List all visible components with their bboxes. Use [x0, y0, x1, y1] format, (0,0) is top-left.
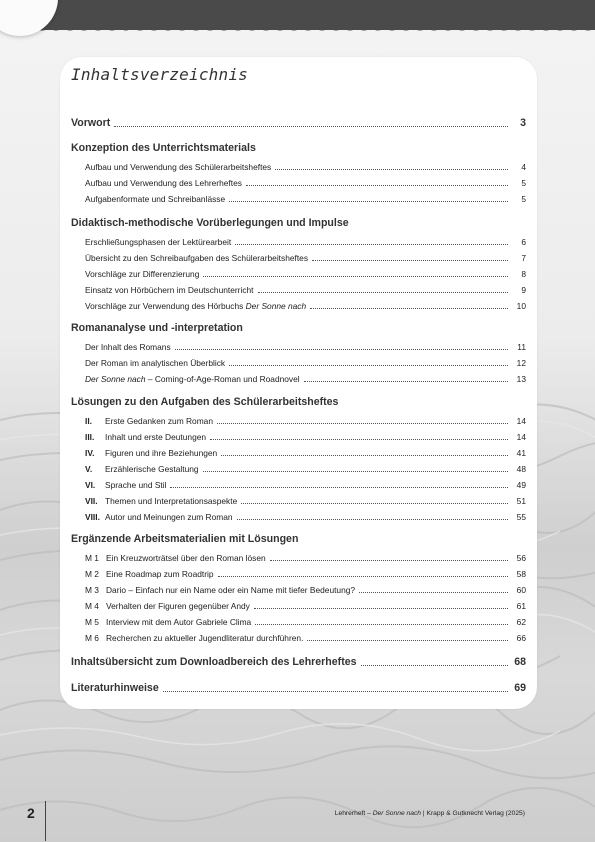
section-heading-konzeption: Konzeption des Unterrichtsmaterials: [71, 142, 256, 154]
entry-page: 4: [521, 162, 526, 172]
leader-dots: [361, 665, 508, 666]
entry-label-text: Verhalten der Figuren gegenüber Andy: [106, 601, 250, 611]
entry-page: 66: [516, 633, 526, 643]
entry-page: 13: [516, 374, 526, 384]
toc-entry[interactable]: [85, 298, 526, 311]
entry-page: 58: [516, 569, 526, 579]
toc-entry-vorwort[interactable]: [71, 116, 526, 129]
entry-label-text: Interview mit dem Autor Gabriele Clima: [106, 617, 252, 627]
leader-dots: [270, 560, 508, 561]
leader-dots: [246, 185, 508, 186]
entry-page: 8: [521, 269, 526, 279]
toc-entry[interactable]: [85, 509, 526, 522]
entry-page: 69: [514, 682, 526, 694]
entry-page: 49: [516, 480, 526, 490]
toc-entry[interactable]: [85, 461, 526, 474]
entry-page: 12: [516, 358, 526, 368]
entry-label-text: Themen und Interpretationsaspekte: [105, 496, 238, 506]
toc-entry[interactable]: [85, 429, 526, 442]
toc-entry[interactable]: [85, 582, 526, 595]
toc-entry[interactable]: [85, 566, 526, 579]
entry-label-text: Dario – Einfach nur ein Name oder ein Name mit tiefer Bedeutung?: [106, 585, 356, 595]
entry-label: Der Roman im analytischen Überblick: [85, 358, 226, 368]
chapter-number: VI.: [85, 480, 96, 490]
toc-entry[interactable]: [85, 371, 526, 384]
material-number: M 4: [85, 601, 99, 611]
toc-entry[interactable]: [85, 266, 526, 279]
material-number: M 3: [85, 585, 99, 595]
chapter-number: IV.: [85, 448, 95, 458]
toc-entry-download[interactable]: [71, 655, 526, 668]
leader-dots: [241, 503, 508, 504]
entry-label: Der Inhalt des Romans: [85, 342, 171, 352]
entry-page: 60: [516, 585, 526, 595]
leader-dots: [312, 260, 508, 261]
toc-entry[interactable]: [85, 477, 526, 490]
entry-page: 6: [521, 237, 526, 247]
entry-label-text: Recherchen zu aktueller Jugendliteratur durchführen.: [106, 633, 304, 643]
toc-entry[interactable]: [85, 159, 526, 172]
entry-page: 7: [521, 253, 526, 263]
entry-page: 41: [516, 448, 526, 458]
toc-entry[interactable]: [85, 250, 526, 263]
page-number: 2: [27, 805, 35, 821]
entry-label: [85, 464, 199, 474]
toc-entry-literatur[interactable]: [71, 681, 526, 694]
leader-dots: [218, 576, 508, 577]
material-number: M 6: [85, 633, 99, 643]
leader-dots: [217, 423, 508, 424]
leader-dots: [210, 439, 508, 440]
wave-edge: [0, 22, 595, 36]
leader-dots: [258, 292, 508, 293]
toc-entry[interactable]: [85, 630, 526, 643]
entry-label-text: Ein Kreuzworträtsel über den Roman lösen: [106, 553, 266, 563]
section-heading-loesungen: Lösungen zu den Aufgaben des Schülerarbeitsheftes: [71, 396, 339, 408]
entry-label: [85, 512, 233, 522]
entry-label-text: Erzählerische Gestaltung: [105, 464, 199, 474]
entry-label: [85, 448, 217, 458]
entry-label: Aufgabenformate und Schreibanlässe: [85, 194, 226, 204]
entry-label-text: Eine Roadmap zum Roadtrip: [106, 569, 214, 579]
entry-page: 5: [521, 178, 526, 188]
entry-page: 3: [520, 117, 526, 129]
entry-label: [85, 432, 206, 442]
entry-label: [85, 301, 306, 311]
leader-dots: [304, 381, 508, 382]
entry-label-text: – Coming-of-Age-Roman und Roadnovel: [145, 374, 300, 384]
toc-entry[interactable]: [85, 550, 526, 563]
leader-dots: [114, 126, 508, 127]
material-number: M 5: [85, 617, 99, 627]
entry-label: Aufbau und Verwendung des Schülerarbeitsheftes: [85, 162, 272, 172]
entry-page: 5: [521, 194, 526, 204]
section-heading-didaktik: Didaktisch-methodische Vorüberlegungen und Impulse: [71, 217, 349, 229]
footer-publisher: | Krapp & Gutknecht Verlag (2025): [421, 810, 525, 817]
toc-entry[interactable]: [85, 493, 526, 506]
leader-dots: [275, 169, 508, 170]
entry-page: 55: [516, 512, 526, 522]
entry-label: Übersicht zu den Schreibaufgaben des Schülerarbeitsheftes: [85, 253, 309, 263]
entry-label-text: Sprache und Stil: [105, 480, 167, 490]
entry-page: 62: [516, 617, 526, 627]
toc-entry[interactable]: [85, 191, 526, 204]
leader-dots: [170, 487, 508, 488]
book-title: Der Sonne nach: [85, 374, 146, 384]
material-number: M 1: [85, 553, 99, 563]
entry-label: Einsatz von Hörbüchern im Deutschunterricht: [85, 285, 254, 295]
leader-dots: [229, 201, 508, 202]
leader-dots: [237, 519, 508, 520]
entry-label: Literaturhinweise: [71, 682, 159, 694]
leader-dots: [254, 608, 508, 609]
section-heading-romananalyse: Romananalyse und -interpretation: [71, 322, 243, 334]
toc-entry[interactable]: [85, 282, 526, 295]
entry-label: [85, 569, 214, 579]
entry-label: Erschließungsphasen der Lektürearbeit: [85, 237, 232, 247]
entry-label: Aufbau und Verwendung des Lehrerheftes: [85, 178, 242, 188]
leader-dots: [221, 455, 508, 456]
entry-page: 56: [516, 553, 526, 563]
leader-dots: [235, 244, 508, 245]
entry-label: [85, 374, 300, 384]
footer-credit: [335, 810, 525, 817]
entry-label: [85, 617, 251, 627]
entry-label: [85, 601, 250, 611]
entry-label: [85, 480, 166, 490]
toc-entry[interactable]: [85, 355, 526, 368]
entry-label-text: Autor und Meinungen zum Roman: [105, 512, 233, 522]
entry-label-text: Inhalt und erste Deutungen: [105, 432, 207, 442]
toc-entry[interactable]: [85, 234, 526, 247]
leader-dots: [255, 624, 508, 625]
entry-label: [85, 633, 303, 643]
toc-entry[interactable]: [85, 175, 526, 188]
toc-card: [60, 57, 537, 709]
section-heading-ergaenzend: Ergänzende Arbeitsmaterialien mit Lösungen: [71, 533, 299, 545]
toc-entry[interactable]: [85, 413, 526, 426]
top-banner: [0, 0, 595, 30]
leader-dots: [310, 308, 508, 309]
chapter-number: V.: [85, 464, 93, 474]
entry-label: Vorwort: [71, 117, 111, 129]
entry-label: Inhaltsübersicht zum Downloadbereich des Lehrerheftes: [71, 656, 357, 668]
chapter-number: II.: [85, 416, 92, 426]
toc-entry[interactable]: [85, 445, 526, 458]
entry-label-text: Figuren und ihre Beziehungen: [105, 448, 218, 458]
entry-page: 9: [521, 285, 526, 295]
entry-label: [85, 496, 237, 506]
entry-page: 14: [516, 432, 526, 442]
chapter-number: III.: [85, 432, 95, 442]
entry-page: 61: [516, 601, 526, 611]
leader-dots: [175, 349, 508, 350]
entry-page: 14: [516, 416, 526, 426]
entry-page: 10: [516, 301, 526, 311]
leader-dots: [163, 691, 508, 692]
leader-dots: [203, 276, 508, 277]
toc-entry[interactable]: [85, 598, 526, 611]
entry-label-text: Vorschläge zur Verwendung des Hörbuchs: [85, 301, 246, 311]
chapter-number: VIII.: [85, 512, 100, 522]
footer-divider: [45, 801, 46, 841]
material-number: M 2: [85, 569, 99, 579]
chapter-number: VII.: [85, 496, 98, 506]
leader-dots: [229, 365, 508, 366]
leader-dots: [307, 640, 508, 641]
entry-label: [85, 553, 266, 563]
entry-label: Vorschläge zur Differenzierung: [85, 269, 200, 279]
footer-book-title: Der Sonne nach: [372, 810, 422, 817]
entry-page: 51: [516, 496, 526, 506]
toc-entry[interactable]: [85, 614, 526, 627]
book-title: Der Sonne nach: [245, 301, 307, 311]
toc-title: Inhaltsverzeichnis: [71, 65, 248, 84]
toc-entry[interactable]: [85, 339, 526, 352]
entry-page: 68: [514, 656, 526, 668]
entry-label: [85, 585, 355, 595]
leader-dots: [359, 592, 508, 593]
leader-dots: [203, 471, 508, 472]
entry-label: [85, 416, 213, 426]
entry-page: 48: [516, 464, 526, 474]
entry-page: 11: [517, 342, 526, 352]
entry-label-text: Erste Gedanken zum Roman: [105, 416, 213, 426]
footer-text-start: Lehrerheft –: [334, 810, 373, 817]
